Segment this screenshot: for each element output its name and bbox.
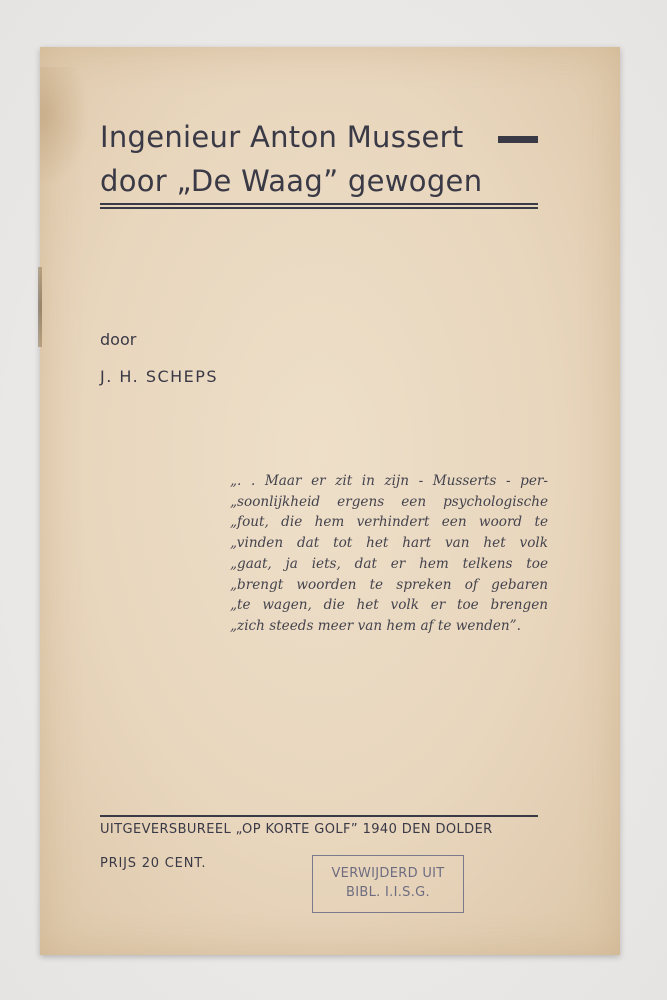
title-line-1: Ingenieur Anton Mussert <box>100 120 464 154</box>
booklet-cover <box>40 47 620 955</box>
quote-line: „fout, die hem verhindert een woord te <box>230 514 548 531</box>
quote-line: „gaat, ja iets, dat er hem telkens toe <box>230 555 548 572</box>
quote-line: „te wagen, die het volk er toe brengen <box>230 597 548 614</box>
quote-line: „vinden dat tot het hart van het volk <box>230 535 548 552</box>
publisher-line: UITGEVERSBUREEL „OP KORTE GOLF” 1940 DEN DOLDER <box>100 822 493 837</box>
byline-label: door <box>100 330 137 349</box>
quote-line: „. . Maar er zit in zijn - Musserts - per- <box>230 473 548 489</box>
quote-line: „soonlijkheid ergens een psychologische <box>230 493 548 510</box>
price-label: PRIJS 20 CENT. <box>100 856 207 871</box>
library-stamp <box>312 855 464 913</box>
publisher-rule <box>100 815 538 817</box>
stamp-line-1: VERWIJDERD UIT <box>331 866 445 881</box>
title-dash <box>498 136 538 143</box>
epigraph-quote <box>230 471 548 637</box>
paper-stain <box>40 67 90 187</box>
quote-line: „zich steeds meer van hem af te wenden”. <box>230 617 521 634</box>
title-rule-top <box>100 203 538 205</box>
staple-mark <box>38 267 42 347</box>
title-rule-bottom <box>100 207 538 209</box>
booklet-title <box>100 115 540 203</box>
stamp-line-2: BIBL. I.I.S.G. <box>346 885 430 900</box>
author-name: J. H. SCHEPS <box>100 367 219 386</box>
quote-line: „brengt woorden te spreken of gebaren <box>230 576 548 593</box>
title-line-2: door „De Waag” gewogen <box>100 164 483 198</box>
